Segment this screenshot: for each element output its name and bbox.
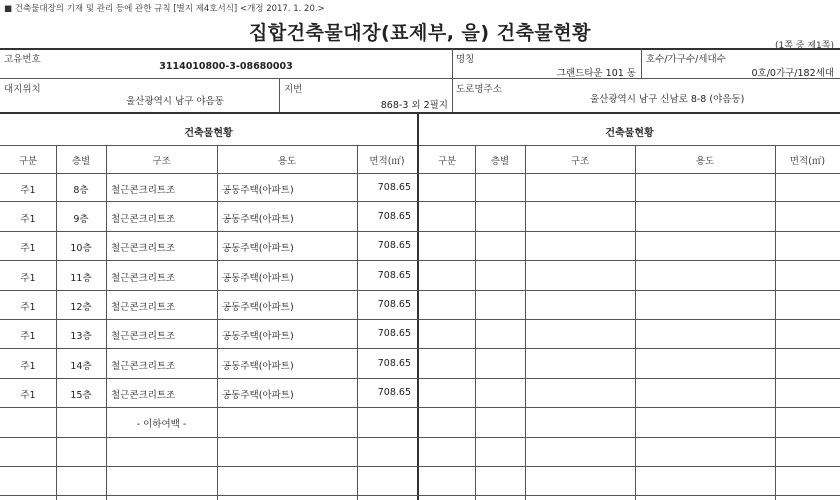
col-header-floor-left: 층별 [71, 156, 91, 167]
row-line [0, 407, 840, 408]
page-title: 집합건축물대장(표제부, 을) 건축물현황 [249, 22, 591, 44]
section-header-divider [0, 145, 840, 146]
site-value: 울산광역시 남구 야음동 [126, 96, 224, 107]
table-cell-gubun: 주1 [20, 185, 36, 196]
table-cell-structure: 철근콘크리트조 [111, 390, 176, 401]
col-line [56, 145, 57, 500]
table-cell-use: 공동주택(아파트) [222, 273, 294, 284]
table-cell-structure: 철근콘크리트조 [111, 331, 176, 342]
table-cell-floor: 14층 [70, 361, 92, 372]
col-header-use-left: 용도 [277, 156, 297, 167]
row-line [0, 437, 840, 438]
table-cell-gubun: 주1 [20, 302, 36, 313]
info-bottom-border [0, 112, 840, 114]
name-value: 그랜드타운 101 동 [556, 68, 636, 79]
table-cell-use: 공동주택(아파트) [222, 214, 294, 225]
table-cell-floor: 9층 [73, 214, 89, 225]
col-line [635, 145, 636, 500]
table-cell-area: 708.65 [377, 387, 411, 398]
section-title-left: 건축물현황 [184, 128, 233, 139]
table-cell-gubun: 주1 [20, 390, 36, 401]
col-line [106, 145, 107, 500]
lot-value: 868-3 외 2필지 [380, 100, 448, 111]
table-cell-area: 708.65 [377, 182, 411, 193]
col-header-structure-left: 구조 [152, 156, 171, 167]
table-cell-gubun: 주1 [20, 214, 36, 225]
row-line [0, 378, 840, 379]
table-cell-use: 공동주택(아파트) [222, 390, 294, 401]
name-label: 명칭 [456, 54, 475, 65]
lot-label: 지번 [284, 84, 303, 95]
top-border [0, 48, 840, 50]
table-cell-gubun: 주1 [20, 361, 36, 372]
table-cell-area: 708.65 [377, 240, 411, 251]
table-cell-floor: 13층 [70, 331, 92, 342]
row-line [0, 495, 840, 496]
table-cell-use: 공동주택(아파트) [222, 243, 294, 254]
table-cell-use: 공동주택(아파트) [222, 331, 294, 342]
col-header-gubun-left: 구분 [18, 156, 38, 167]
col-header-area-left: 면적(㎡) [369, 156, 405, 167]
unique-no-value: 3114010800-3-08680003 [159, 61, 293, 72]
info-vline-2 [641, 48, 642, 78]
col-header-area-right: 면적(㎡) [789, 156, 826, 167]
col-line [775, 145, 776, 500]
table-cell-floor: 12층 [70, 302, 92, 313]
table-cell-area: 708.65 [377, 358, 411, 369]
col-line [217, 145, 218, 500]
info-vline-3 [279, 78, 280, 112]
column-header-divider [0, 173, 840, 174]
table-cell-structure: 철근콘크리트조 [111, 273, 176, 284]
table-cell-structure: 철근콘크리트조 [111, 185, 176, 196]
table-cell-structure: 철근콘크리트조 [111, 302, 176, 313]
col-line [475, 145, 476, 500]
table-cell-area: 708.65 [377, 270, 411, 281]
info-row-divider [0, 78, 840, 79]
row-line [0, 319, 840, 320]
table-cell-floor: 15층 [70, 390, 92, 401]
units-value: 0호/0가구/182세대 [751, 68, 834, 79]
table-cell-gubun: 주1 [20, 331, 36, 342]
table-cell-floor: 10층 [70, 243, 92, 254]
unique-no-label: 고유번호 [4, 54, 41, 65]
table-cell-area: 708.65 [377, 211, 411, 222]
section-title-right: 건축물현황 [605, 128, 654, 139]
end-of-list-marker: - 이하여백 - [136, 419, 187, 430]
col-header-structure-right: 구조 [570, 156, 590, 167]
table-cell-structure: 철근콘크리트조 [111, 361, 176, 372]
table-cell-area: 708.65 [377, 299, 411, 310]
table-cell-gubun: 주1 [20, 243, 36, 254]
row-line [0, 260, 840, 261]
table-cell-use: 공동주택(아파트) [222, 302, 294, 313]
page-info: (1쪽 중 제1쪽) [775, 41, 834, 51]
site-label: 대지위치 [4, 84, 41, 95]
center-divider [417, 112, 419, 500]
col-header-gubun-right: 구분 [437, 156, 457, 167]
col-header-floor-right: 층별 [490, 156, 510, 167]
row-line [0, 466, 840, 467]
col-header-use-right: 용도 [695, 156, 715, 167]
row-line [0, 290, 840, 291]
table-cell-structure: 철근콘크리트조 [111, 214, 176, 225]
table-cell-area: 708.65 [377, 328, 411, 339]
table-cell-use: 공동주택(아파트) [222, 361, 294, 372]
info-vline-1 [452, 48, 453, 112]
units-label: 호수/가구수/세대수 [646, 54, 726, 65]
col-line [357, 145, 358, 500]
road-label: 도로명주소 [456, 84, 502, 95]
table-cell-gubun: 주1 [20, 273, 36, 284]
table-cell-floor: 11층 [70, 273, 92, 284]
table-cell-floor: 8층 [73, 185, 89, 196]
form-note: ■ 건축물대장의 기재 및 관리 등에 관한 규칙 [별지 제4호서식] <개정 2017. 1. 20.> [4, 4, 325, 14]
row-line [0, 201, 840, 202]
row-line [0, 348, 840, 349]
table-cell-use: 공동주택(아파트) [222, 185, 294, 196]
road-value: 울산광역시 남구 신남로 8-8 (야음동) [590, 94, 745, 105]
row-line [0, 231, 840, 232]
col-line [525, 145, 526, 500]
table-cell-structure: 철근콘크리트조 [111, 243, 176, 254]
